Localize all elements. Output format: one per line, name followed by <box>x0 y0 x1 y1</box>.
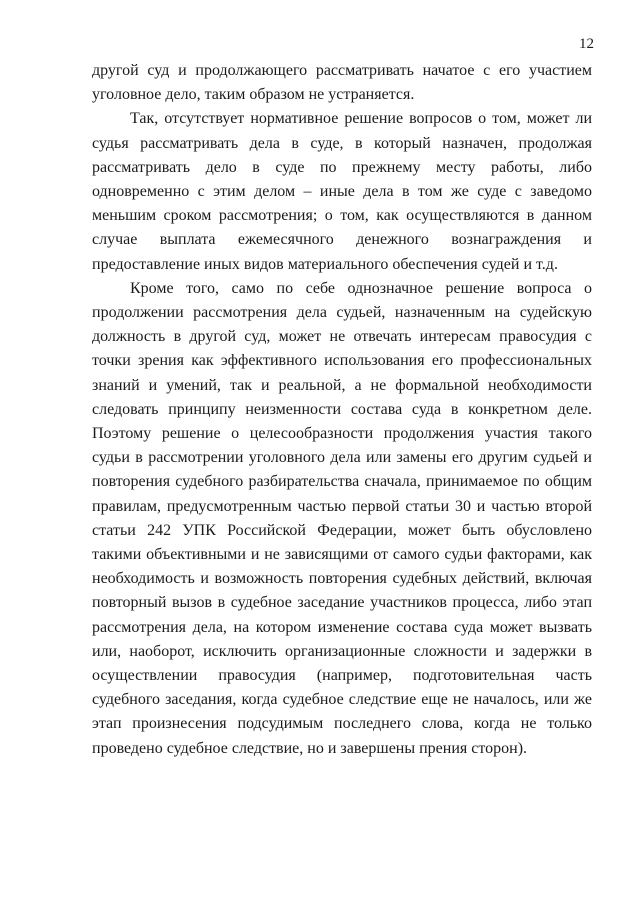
page-number: 12 <box>579 36 594 52</box>
paragraph-continued: другой суд и продолжающего рассматривать начатое с его участием уголовное дело, таким образом не устраняется. <box>92 62 592 104</box>
document-body <box>92 59 592 761</box>
paragraph-judge-continuation: Кроме того, само по себе однозначное решение вопроса о продолжении рассмотрения дела судьей, назначенным на судейскую должность в другой суд, может не отвечать интересам правосудия с точки зрения как эффективного использования его профессиональных знаний и умений, так и реальной, а не формальной необходимости следовать принципу неизменности состава суда в конкретном деле. Поэтому решение о целесообразности продолжения участия такого судьи в рассмотрении уголовного дела или замены его другим судьей и повторения судебного разбирательства сначала, принимаемое по общим правилам, предусмотренным частью первой статьи 30 и частью второй статьи 242 УПК Российской Федерации, может быть обусловлено такими объективными и не зависящими от самого судьи факторами, как необходимость и возможность повторения судебных действий, включая повторный вызов в судебное заседание участников процесса, либо этап рассмотрения дела, на котором изменение состава суда может вызвать или, наоборот, исключить организационные сложности и задержки в осуществлении правосудия (например, подготовительная часть судебного заседания, когда судебное следствие еще не началось, или же этап произнесения подсудимым последнего слова, когда не только проведено судебное следствие, но и завершены прения сторон). <box>92 279 592 757</box>
paragraph-regulation-gap: Так, отсутствует нормативное решение вопросов о том, может ли судья рассматривать дела в суде, в который назначен, продолжая рассматривать дело в суде по прежнему месту работы, либо одновременно с этим делом – иные дела в том же суде с заведомо меньшим сроком рассмотрения; о том, как осуществляются в данном случае выплата ежемесячного денежного вознаграждения и предоставление иных видов материального обеспечения судей и т.д. <box>92 110 592 273</box>
